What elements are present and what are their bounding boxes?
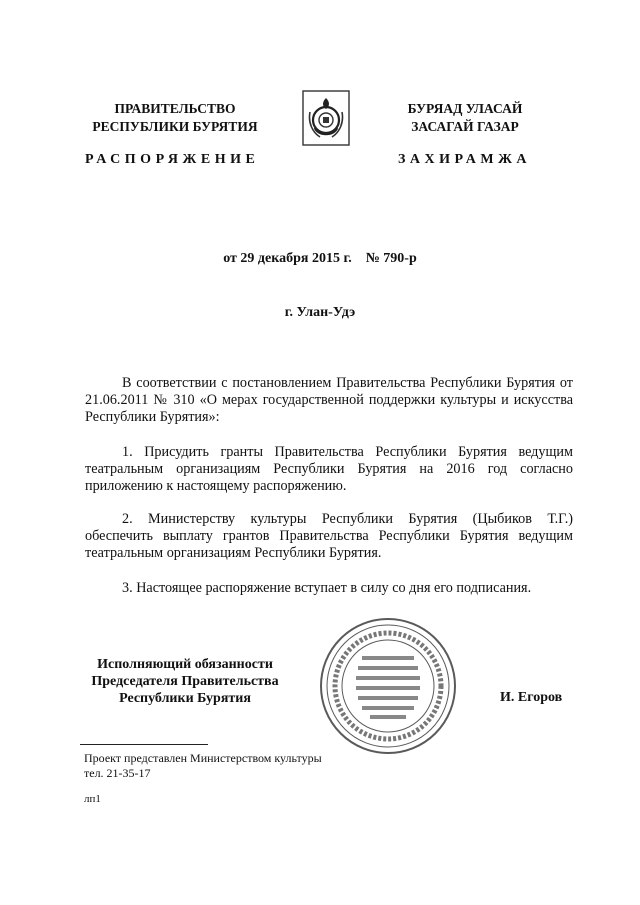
signatory-title <box>80 656 290 707</box>
body-paragraph-3: 3. Настоящее распоряжение вступает в силу со дня его подписания. <box>122 580 532 596</box>
document-city: г. Улан-Удэ <box>284 305 356 320</box>
body-paragraph-preamble: В соответствии с постановлением Правительства Республики Бурятия от 21.06.2011 № 310 «О мерах государственной поддержки культуры и искусства Республики Бурятия»: <box>85 375 573 425</box>
header-left <box>80 100 270 136</box>
signatory-title-line3: Республики Бурятия <box>119 691 251 706</box>
header-right-line1: БУРЯАД УЛАСАЙ <box>407 101 523 116</box>
header-left-line1: ПРАВИТЕЛЬСТВО <box>114 101 236 116</box>
signatory-name: И. Егоров <box>500 690 563 705</box>
footer-submitted-by: Проект представлен Министерством культуры <box>84 751 322 765</box>
doc-type-left: РАСПОРЯЖЕНИЕ <box>85 152 260 167</box>
official-seal-icon <box>318 616 458 756</box>
signatory-title-line1: Исполняющий обязанности <box>97 657 273 672</box>
document-date: от 29 декабря 2015 г. <box>223 251 352 266</box>
republic-coat-of-arms-icon <box>302 90 350 146</box>
header-left-line2: РЕСПУБЛИКИ БУРЯТИЯ <box>92 119 258 134</box>
date-number-line <box>0 251 640 267</box>
footer-code: лп1 <box>84 793 101 805</box>
footer-divider <box>80 744 208 745</box>
body-paragraph-2: 2. Министерству культуры Республики Бурятия (Цыбиков Т.Г.) обеспечить выплату грантов Правительства Республики Бурятия ведущим театральным организациям Республики Бурятия. <box>85 511 573 561</box>
header-right-line2: ЗАСАГАЙ ГАЗАР <box>411 119 519 134</box>
header-right <box>385 100 545 136</box>
body-paragraph-1: 1. Присудить гранты Правительства Республики Бурятия ведущим театральным организациям Республики Бурятия на 2016 год согласно приложению к настоящему распоряжению. <box>85 444 573 494</box>
signatory-title-line2: Председателя Правительства <box>91 674 279 689</box>
doc-type-right: ЗАХИРАМЖА <box>398 152 532 167</box>
footer-phone: тел. 21-35-17 <box>84 766 151 780</box>
document-number: № 790-р <box>365 251 417 266</box>
